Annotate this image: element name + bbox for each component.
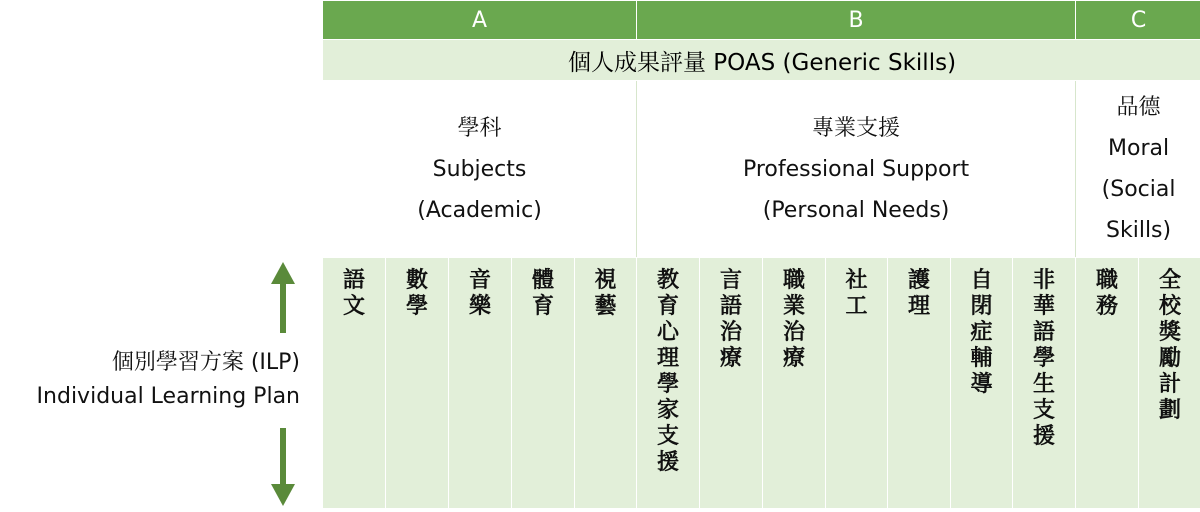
subject-cell: [512, 258, 575, 509]
framework-table: [322, 0, 1200, 509]
arrow-shaft-top: [280, 283, 286, 333]
subject-label: 語文: [342, 268, 365, 319]
subject-cell: [951, 258, 1013, 509]
poas-row: [323, 40, 1200, 81]
ilp-label: [0, 346, 300, 414]
subject-label: 體育: [531, 268, 554, 319]
subject-label: 教育心理學家支援: [657, 268, 680, 475]
ilp-label-en: Individual Learning Plan: [36, 384, 300, 409]
subject-cell: [1076, 258, 1139, 509]
arrow-down-icon: [271, 484, 295, 506]
section-a-header: A: [323, 1, 637, 40]
subject-label: 自閉症輔導: [970, 268, 993, 397]
subject-cell: [323, 258, 386, 509]
arrow-up-icon: [271, 262, 295, 284]
subject-label: 全校獎勵計劃: [1159, 268, 1182, 423]
category-professional-zh: 專業支援: [812, 115, 901, 141]
category-moral-en-sub2: Skills): [1106, 218, 1172, 243]
subject-cell: [763, 258, 826, 509]
subject-label: 音樂: [468, 268, 491, 319]
subject-label: 職務: [1096, 268, 1119, 319]
subject-label: 護理: [908, 268, 931, 319]
category-row: [323, 81, 1200, 258]
subject-cell: [575, 258, 637, 509]
category-academic-en: Subjects: [432, 156, 527, 182]
section-c-header: C: [1076, 1, 1200, 40]
poas-title: 個人成果評量 POAS (Generic Skills): [323, 40, 1200, 81]
subject-cell: [386, 258, 449, 509]
ilp-label-zh: 個別學習方案 (ILP): [111, 350, 300, 375]
category-professional-support: [637, 81, 1076, 258]
category-professional-en: Professional Support: [742, 156, 970, 182]
subject-label: 非華語學生支援: [1033, 268, 1056, 449]
category-moral-en: Moral: [1108, 136, 1170, 161]
subject-cell: [700, 258, 763, 509]
category-academic-zh: 學科: [457, 115, 502, 141]
arrow-shaft-bottom: [280, 428, 286, 484]
category-professional-en-sub: (Personal Needs): [762, 197, 950, 223]
subject-label: 言語治療: [720, 268, 743, 371]
category-moral-en-sub1: (Social: [1101, 177, 1176, 202]
subject-cell: [826, 258, 888, 509]
section-b-header: B: [637, 1, 1076, 40]
subject-cell: [888, 258, 951, 509]
category-academic: [323, 81, 637, 258]
subject-cell: [1013, 258, 1076, 509]
section-letter-row: [323, 1, 1200, 40]
category-moral-zh: 品德: [1116, 95, 1161, 120]
subject-cell: [637, 258, 700, 509]
subject-label: 數學: [405, 268, 428, 319]
category-academic-en-sub: (Academic): [417, 197, 542, 223]
subject-label: 社工: [845, 268, 868, 319]
subject-cell: [1139, 258, 1200, 509]
subject-row: [323, 258, 1200, 509]
subject-label: 職業治療: [783, 268, 806, 371]
subject-label: 視藝: [594, 268, 617, 319]
category-moral: [1076, 81, 1200, 258]
subject-cell: [449, 258, 512, 509]
